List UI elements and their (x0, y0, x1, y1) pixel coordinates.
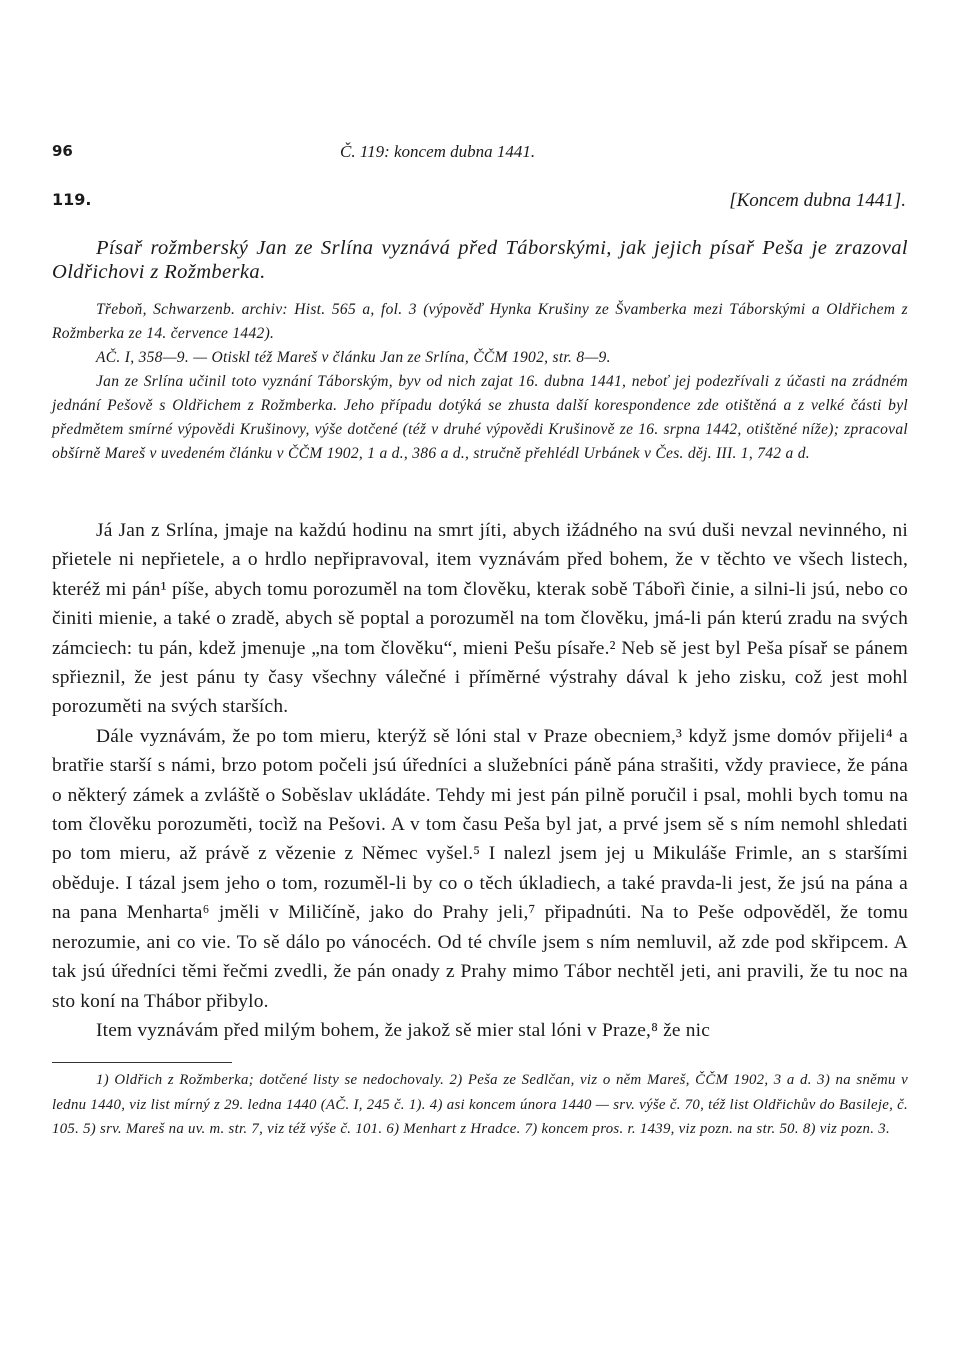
page-number: 96 (52, 142, 73, 160)
apparatus-source: Třeboň, Schwarzenb. archiv: Hist. 565 a, fol. 3 (výpověď Hynka Krušiny ze Švamberka mezi Táborskými a Oldřichem z Rožmberka ze 14. července 1442). (52, 301, 908, 342)
text-paragraph: Item vyznávám před milým bohem, že jakož sě mier stal lóni v Praze,⁸ že nic (96, 1019, 711, 1041)
document-number: 119. (52, 190, 92, 209)
regest: Písař rožmberský Jan ze Srlína vyznává před Táborskými, jak jejich písař Peša je zrazoval Oldřichovi z Rožmberka. (52, 237, 908, 283)
footnote-rule (52, 1062, 232, 1063)
text-paragraph: Dále vyznávám, že po tom mieru, kterýž sě lóni stal v Praze obecniem,³ když jsme domóv přijeli⁴ a bratřie starší s námi, brzo potom počeli jsú úředníci a služebníci páně pána strašiti, vždy praviece, že pána o některý zámek a zvláště o Soběslav ukládáte. Tehdy mi jest pán pilně poručil i psal, mohli bych tomu na tom člověku porozuměti, tocìž na Pešovi. A v tom času Peša byl jat, a prvé jsem sě s ním nemohl shledati po tom mieru, až právě z vězenie z Němec vyšel.⁵ I nalezl jsem jej u Mikuláše Frimle, an s staršími obědujе. I tázal jsem jeho o tom, rozuměl-li by co o těch úkladiech, a také pravda-li jest, že jsú na pána a na pana Menharta⁶ jměli v Miličíně, jako do Prahy jeli,⁷ připadnúti. Na to Peše odpověděl, že tomu nerozumie, ani co vie. To sě dálo po vánocéch. Od té chvíle jsem s ním nemluvil, až zde pod skřipcem. A tak jsú úředníci těmi řečmi zvedli, že pán onady z Prahy mimo Tábor nechtěl jeti, ani pravili, že tu noc na sto koní na Thábor přibylo. (52, 725, 908, 1012)
source-apparatus (52, 298, 908, 466)
document-date: [Koncem dubna 1441]. (729, 190, 906, 211)
running-head-title: Č. 119: koncem dubna 1441. (340, 142, 536, 161)
footnotes: 1) Oldřich z Rožmberka; dotčené listy se nedochovaly. 2) Peša ze Sedlčan, viz o něm Mareš, ČČM 1902, 3 a d. 3) na sněmu v lednu 1440, viz list mírný z 29. ledna 1440 (AČ. I, 245 č. 1). 4) asi koncem února 1440 — srv. výše č. 70, též list Oldřichův do Basileje, č. 105. 5) srv. Mareš na uv. m. str. 7, viz též výše č. 101. 6) Menhart z Hradce. 7) koncem pros. r. 1439, viz pozn. na str. 50. 8) viz pozn. 3. (52, 1072, 908, 1138)
text-paragraph: Já Jan z Srlína, jmaje na každú hodinu na smrt jíti, abych ižádného na svú duši nevzal nevinného, ni přietele ni nepřietele, a o hrdlo nepřipravoval, item vyznávám před bohem, že v těchto ve všech listech, kteréž mi pán¹ píše, abych tomu porozuměl na tom člověku, kterak sobě Tábořì činie, a silni-li jsú, nebo co činiti mienie, a také o zradě, abych sě poptal a porozuměl na tom člověku, jmá-li pán kterú zradu na svých zámciech: tu pán, kdež jmenuje „na tom člověku“, mieni Pešu písaře.² Neb sě jest byl Peša písař se pánem spřieznil, že jest pánu ty časy všechny válečné i přímĕrné výstrahy dával k jeho zisku, což jest mohl porozuměti na svých starších. (52, 520, 908, 718)
apparatus-commentary: Jan ze Srlína učinil toto vyznání Táborským, byv od nich zajat 16. dubna 1441, neboť jej podezřívali z účasti na zrádném jednání Pešově s Oldřichem z Rožmberka. Jeho případu dotýká se zhusta další korespondence zde otištěná a z velké části byl předmětem smírné výpovědi Krušinovy, výše dotčené (též v druhé výpovědi Krušinově ze 16. srpna 1442, otištěné níže); zpracoval obšírně Mareš v uvedeném článku v ČČM 1902, 1 a d., 386 a d., stručně přehlédl Urbánek v Čes. děj. III. 1, 742 a d. (52, 373, 908, 462)
apparatus-edition: AČ. I, 358—9. — Otiskl též Mareš v článku Jan ze Srlína, ČČM 1902, str. 8—9. (96, 349, 611, 366)
document-text (52, 516, 908, 1045)
